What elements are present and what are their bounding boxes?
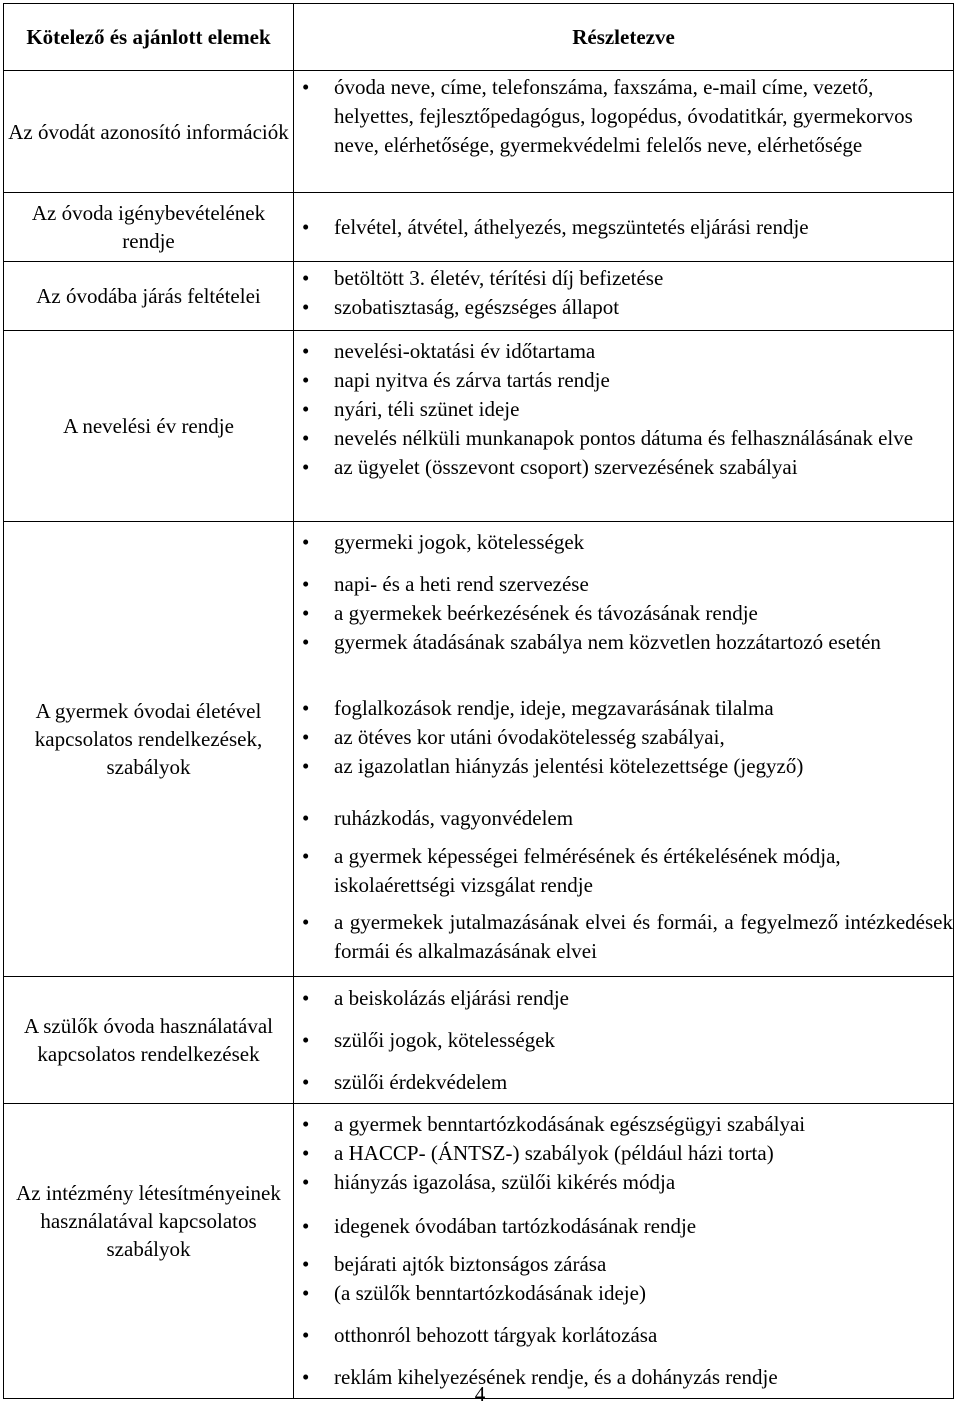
bullet-group xyxy=(294,1019,953,1061)
list-item: • otthonról behozott tárgyak korlátozása xyxy=(294,1321,953,1350)
list-item: • nyári, téli szünet ideje xyxy=(294,395,953,424)
list-item: • a gyermekek jutalmazásának elvei és formái, a fegyelmező intézkedések formái és alkalmazásának elvei xyxy=(294,908,953,966)
bullet-group xyxy=(294,1061,953,1103)
list-item: • reklám kihelyezésének rendje, és a dohányzás rendje xyxy=(294,1363,953,1392)
bullet-group xyxy=(294,1104,953,1206)
bullet-group xyxy=(294,71,953,192)
bullet-group xyxy=(294,977,953,1019)
row-label: A szülők óvoda használatával kapcsolatos rendelkezések xyxy=(4,977,294,1104)
bullet-group xyxy=(294,906,953,976)
list-item: • ruházkodás, vagyonvédelem xyxy=(294,804,953,833)
row-details xyxy=(294,977,954,1104)
bullet-group xyxy=(294,1314,953,1356)
table-row xyxy=(4,331,954,522)
list-item: • az ötéves kor utáni óvodakötelesség szabályai, xyxy=(294,723,953,752)
list-item: • szülői jogok, kötelességek xyxy=(294,1026,953,1055)
list-item: • gyermek átadásának szabálya nem közvetlen hozzátartozó esetén xyxy=(294,628,953,657)
bullet-group xyxy=(294,798,953,838)
row-details xyxy=(294,71,954,193)
row-details xyxy=(294,1104,954,1399)
page-number: 4 xyxy=(474,1382,486,1406)
row-details xyxy=(294,193,954,262)
list-item: • a gyermek képességei felmérésének és értékelésének módja, iskolaérettségi vizsgálat rendje xyxy=(294,842,953,900)
list-item: • gyermeki jogok, kötelességek xyxy=(294,528,953,557)
bullet-group xyxy=(294,688,953,798)
row-label: Az intézmény létesítményeinek használatával kapcsolatos szabályok xyxy=(4,1104,294,1399)
list-item: • a gyermekek beérkezésének és távozásának rendje xyxy=(294,599,953,628)
list-item: • a HACCP- (ÁNTSZ-) szabályok (például házi torta) xyxy=(294,1139,953,1168)
list-item: • az ügyelet (összevont csoport) szervezésének szabályai xyxy=(294,453,953,482)
list-item: • szülői érdekvédelem xyxy=(294,1068,953,1097)
header-left: Kötelező és ajánlott elemek xyxy=(4,4,294,71)
bullet-group xyxy=(294,193,953,261)
bullet-group xyxy=(294,838,953,906)
list-item: • nevelés nélküli munkanapok pontos dátuma és felhasználásának elve xyxy=(294,424,953,453)
list-item: • betöltött 3. életév, térítési díj befizetése xyxy=(294,264,953,293)
bullet-group xyxy=(294,522,953,562)
rules-table xyxy=(3,3,954,1399)
row-label: Az óvodát azonosító információk xyxy=(4,71,294,193)
list-item: • a beiskolázás eljárási rendje xyxy=(294,984,953,1013)
list-item: • napi nyitva és zárva tartás rendje xyxy=(294,366,953,395)
row-label: Az óvoda igénybevételének rendje xyxy=(4,193,294,262)
list-item: • felvétel, átvétel, áthelyezés, megszüntetés eljárási rendje xyxy=(294,213,953,242)
bullet-group xyxy=(294,1246,953,1314)
list-item: • hiányzás igazolása, szülői kikérés módja xyxy=(294,1168,953,1197)
list-item: • foglalkozások rendje, ideje, megzavarásának tilalma xyxy=(294,694,953,723)
table-header-row xyxy=(4,4,954,71)
list-item: • a gyermek benntartózkodásának egészségügyi szabályai xyxy=(294,1110,953,1139)
bullet-group xyxy=(294,262,953,330)
bullet-group xyxy=(294,1206,953,1246)
row-details xyxy=(294,262,954,331)
list-item: • idegenek óvodában tartózkodásának rendje xyxy=(294,1212,953,1241)
list-item: • (a szülők benntartózkodásának ideje) xyxy=(294,1279,953,1308)
list-item: • az igazolatlan hiányzás jelentési kötelezettsége (jegyző) xyxy=(294,752,953,781)
list-item: • óvoda neve, címe, telefonszáma, faxszáma, e-mail címe, vezető, helyettes, fejlesztőpedagógus, logopédus, óvodatitkár, gyermekorvos neve, elérhetősége, gyermekvédelmi felelős neve, elérhetősége xyxy=(294,73,953,160)
list-item: • szobatisztaság, egészséges állapot xyxy=(294,293,953,322)
bullet-group xyxy=(294,562,953,688)
header-right: Részletezve xyxy=(294,4,954,71)
row-details xyxy=(294,331,954,522)
list-item: • bejárati ajtók biztonságos zárása xyxy=(294,1250,953,1279)
row-details xyxy=(294,522,954,977)
table-row xyxy=(4,262,954,331)
list-item: • nevelési-oktatási év időtartama xyxy=(294,337,953,366)
row-label: A nevelési év rendje xyxy=(4,331,294,522)
list-item: • napi- és a heti rend szervezése xyxy=(294,570,953,599)
table-row xyxy=(4,522,954,977)
table-row xyxy=(4,71,954,193)
bullet-group xyxy=(294,331,953,521)
row-label: Az óvodába járás feltételei xyxy=(4,262,294,331)
table-row xyxy=(4,977,954,1104)
row-label: A gyermek óvodai életével kapcsolatos rendelkezések, szabályok xyxy=(4,522,294,977)
table-row xyxy=(4,193,954,262)
table-row xyxy=(4,1104,954,1399)
